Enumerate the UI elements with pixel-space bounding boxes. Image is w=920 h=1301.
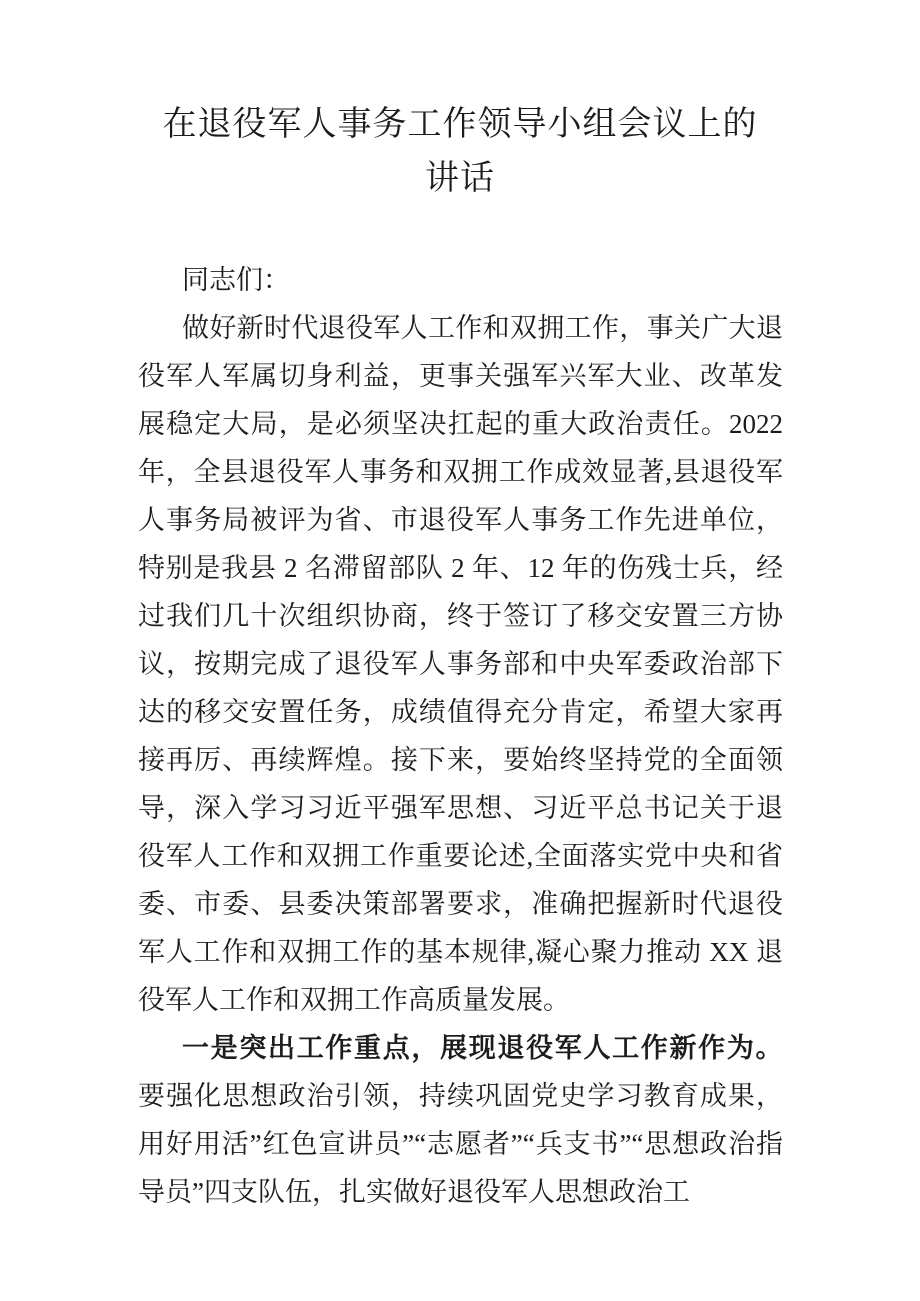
body-paragraph-with-bold-lead (138, 1024, 783, 1216)
document-body (138, 256, 783, 1216)
bold-lead-sentence: 一是突出工作重点，展现退役军人工作新作为。 (182, 1033, 783, 1063)
paragraph-continuation: 要强化思想政治引领，持续巩固党史学习教育成果，用好用活”红色宣讲员”“志愿者”“兵支书”“思想政治指导员”四支队伍，扎实做好退役军人思想政治工 (138, 1081, 783, 1207)
body-paragraph: 做好新时代退役军人工作和双拥工作，事关广大退役军人军属切身利益，更事关强军兴军大业、改革发展稳定大局，是必须坚决扛起的重大政治责任。2022 年，全县退役军人事务和双拥工作成效显著,县退役军人事务局被评为省、市退役军人事务工作先进单位，特别是我县 2 名滞留部队 2 年、12 年的伤残士兵，经过我们几十次组织协商，终于签订了移交安置三方协议，按期完成了退役军人事务部和中央军委政治部下达的移交安置任务，成绩值得充分肯定，希望大家再接再厉、再续辉煌。接下来，要始终坚持党的全面领导，深入学习习近平强军思想、习近平总书记关于退役军人工作和双拥工作重要论述,全面落实党中央和省委、市委、县委决策部署要求，准确把握新时代退役军人工作和双拥工作的基本规律,凝心聚力推动 XX 退役军人工作和双拥工作高质量发展。 (138, 313, 783, 1015)
document-title (0, 0, 920, 206)
title-line-1: 在退役军人事务工作领导小组会议上的 (162, 106, 758, 143)
title-line-2: 讲话 (425, 160, 495, 197)
salutation-paragraph: 同志们： (182, 265, 290, 295)
